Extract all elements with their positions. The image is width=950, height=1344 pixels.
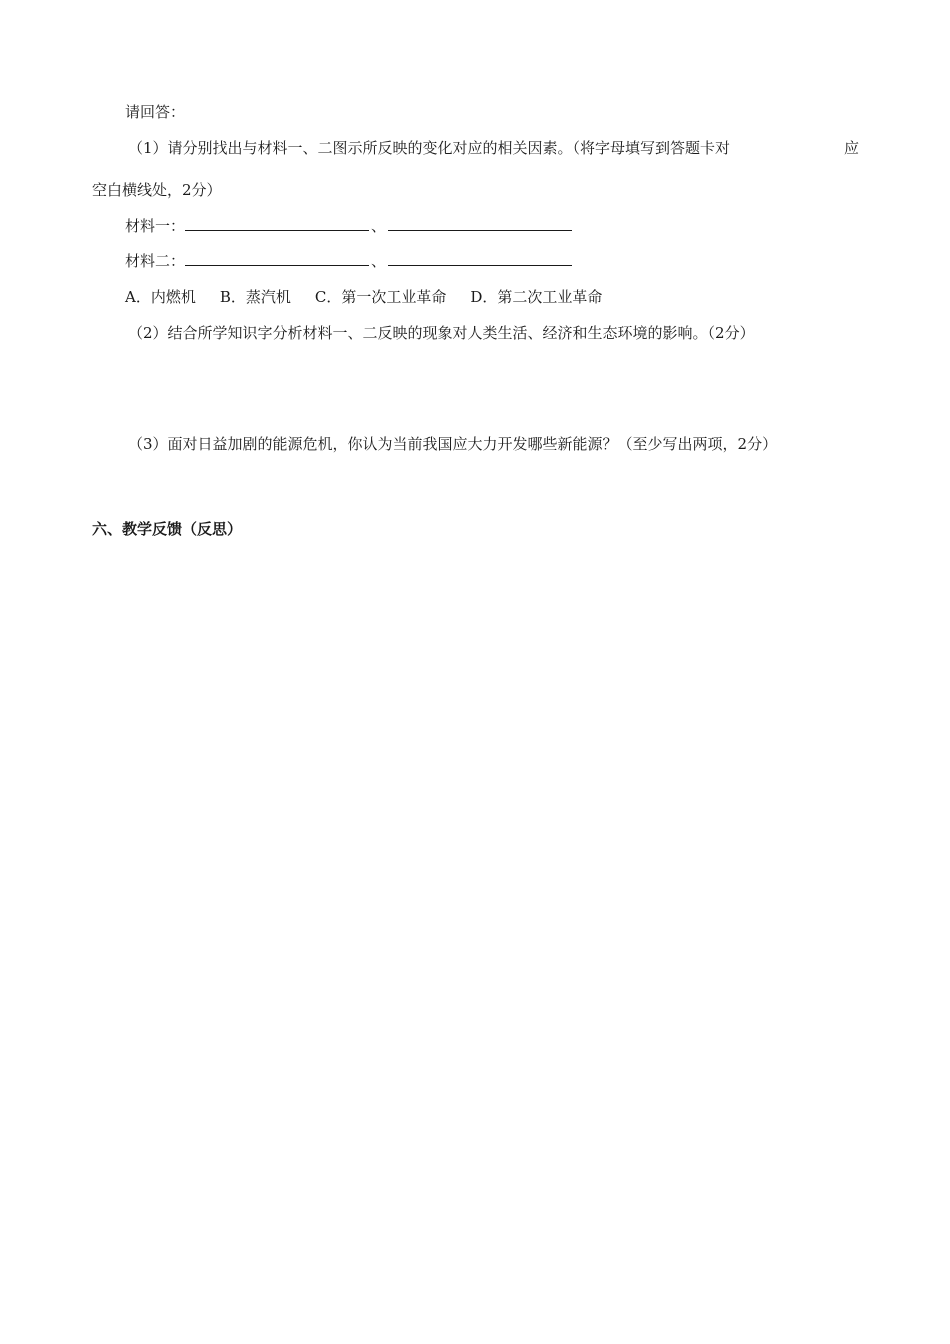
question-1-tail-char: 应 — [844, 139, 860, 157]
question-1-continuation: 空白横线处，2分） — [92, 181, 222, 199]
material-2-row — [125, 251, 572, 271]
option-b: B．蒸汽机 — [219, 288, 291, 306]
material-2-separator: 、 — [371, 252, 387, 270]
material-1-blank-1[interactable] — [185, 216, 369, 231]
material-2-blank-2[interactable] — [388, 251, 572, 266]
material-1-label: 材料一： — [125, 217, 186, 235]
section-6-heading: 六、教学反馈（反思） — [92, 520, 243, 538]
question-1-text: （1）请分别找出与材料一、二图示所反映的变化对应的相关因素。（将字母填写到答题卡对 — [128, 139, 731, 157]
question-2-text: （2）结合所学知识字分析材料一、二反映的现象对人类生活、经济和生态环境的影响。（2分） — [128, 324, 755, 342]
option-c: C．第一次工业革命 — [314, 288, 447, 306]
material-2-blank-1[interactable] — [185, 251, 369, 266]
material-1-row — [125, 216, 572, 236]
material-2-label: 材料二： — [125, 252, 186, 270]
material-1-blank-2[interactable] — [388, 216, 572, 231]
option-d: D．第二次工业革命 — [470, 288, 603, 306]
answer-prompt: 请回答： — [125, 103, 186, 121]
material-1-separator: 、 — [371, 217, 387, 235]
option-a: A．内燃机 — [125, 288, 196, 306]
options-row — [125, 287, 626, 307]
question-3-text: （3）面对日益加剧的能源危机，你认为当前我国应大力开发哪些新能源？（至少写出两项，2分） — [128, 435, 778, 453]
